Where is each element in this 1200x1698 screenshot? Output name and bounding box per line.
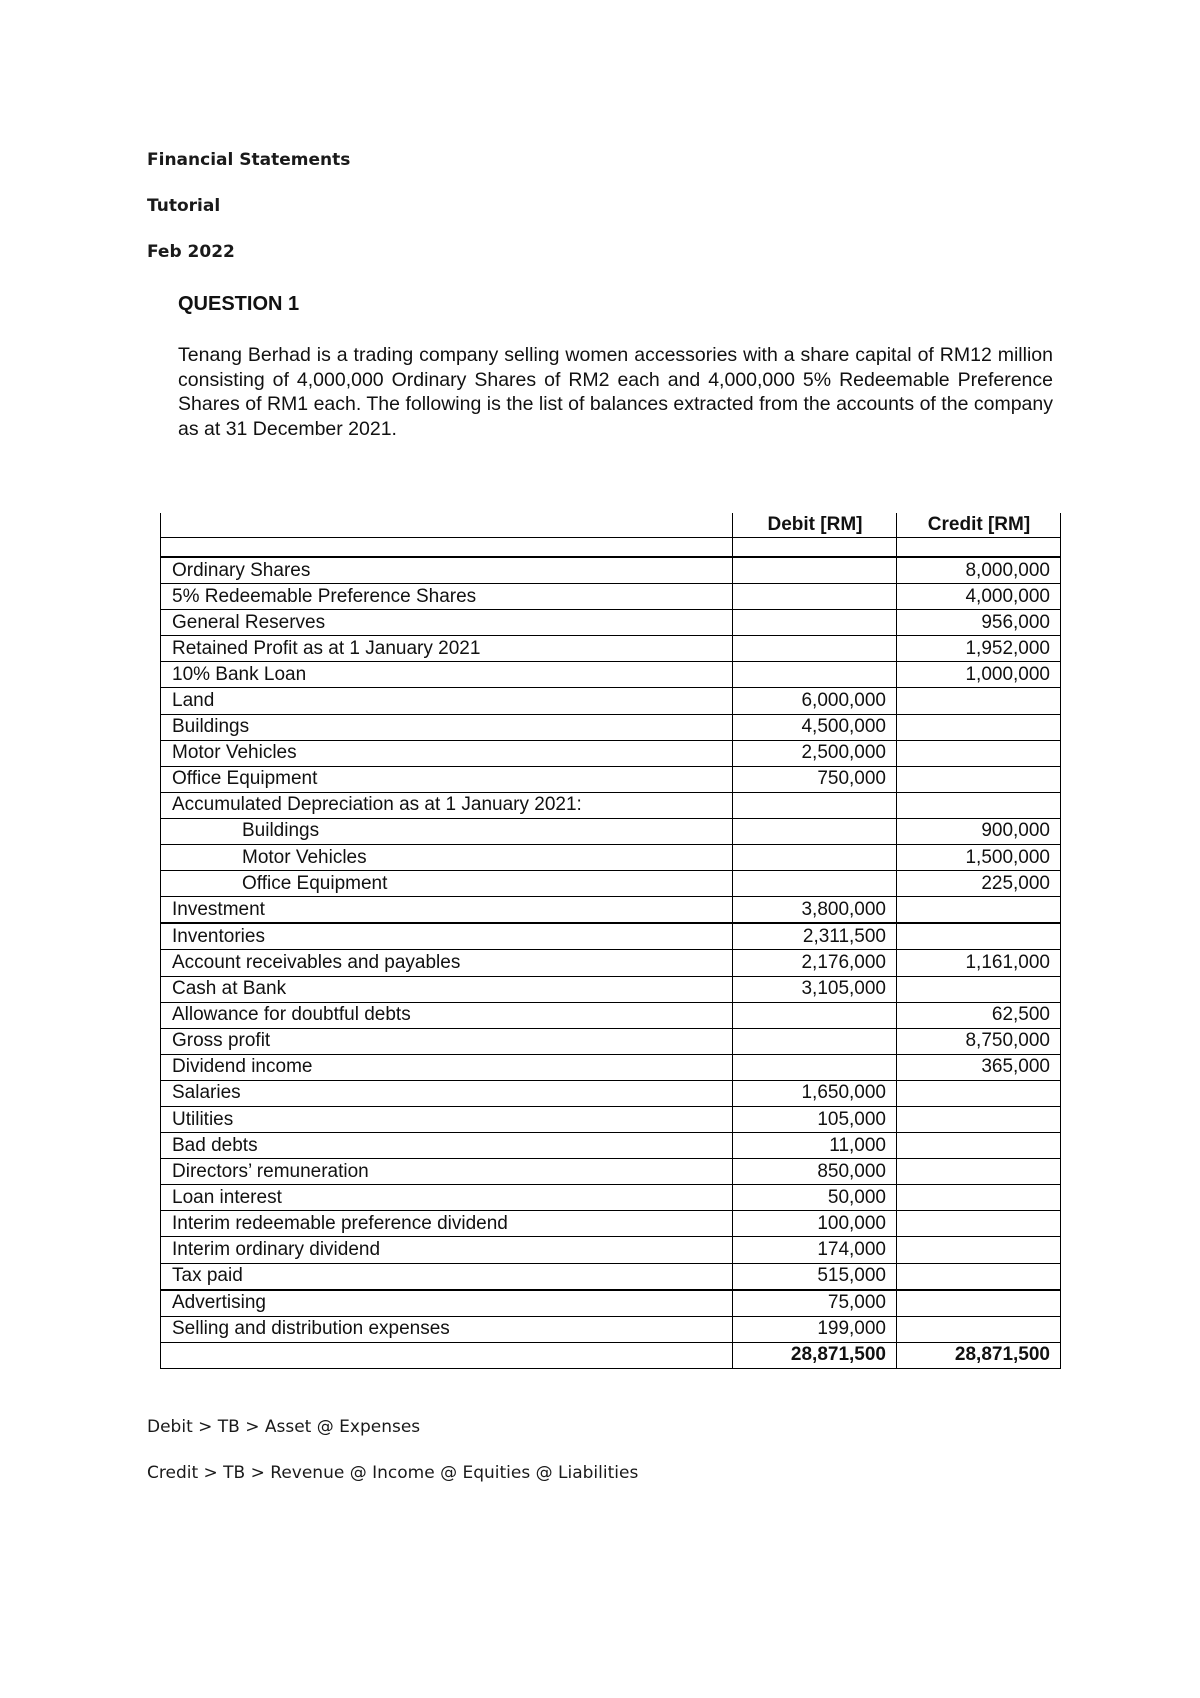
row-label: 5% Redeemable Preference Shares — [161, 584, 733, 610]
credit-value — [897, 897, 1061, 924]
total-debit: 28,871,500 — [733, 1342, 897, 1368]
row-label: Motor Vehicles — [161, 740, 733, 766]
row-label: General Reserves — [161, 610, 733, 636]
debit-value — [733, 845, 897, 871]
debit-rule-note: Debit > TB > Asset @ Expenses — [147, 1417, 421, 1437]
table-row — [161, 1316, 1061, 1342]
debit-value — [733, 792, 897, 818]
debit-value — [733, 1028, 897, 1054]
debit-value: 850,000 — [733, 1159, 897, 1185]
credit-value — [897, 1080, 1061, 1106]
credit-value: 8,750,000 — [897, 1028, 1061, 1054]
credit-value — [897, 740, 1061, 766]
table-row — [161, 1211, 1061, 1237]
credit-value: 365,000 — [897, 1054, 1061, 1080]
credit-value — [897, 1316, 1061, 1342]
debit-value — [733, 818, 897, 844]
total-credit: 28,871,500 — [897, 1342, 1061, 1368]
credit-value — [897, 1133, 1061, 1159]
debit-value: 75,000 — [733, 1290, 897, 1317]
table-row — [161, 1133, 1061, 1159]
credit-value — [897, 714, 1061, 740]
credit-value: 8,000,000 — [897, 557, 1061, 584]
row-label: 10% Bank Loan — [161, 662, 733, 688]
credit-value — [897, 1185, 1061, 1211]
table-row — [161, 714, 1061, 740]
row-label: Tax paid — [161, 1263, 733, 1290]
row-label: Inventories — [161, 923, 733, 950]
debit-value: 2,176,000 — [733, 950, 897, 976]
debit-value: 50,000 — [733, 1185, 897, 1211]
credit-value: 900,000 — [897, 818, 1061, 844]
debit-value — [733, 584, 897, 610]
row-label: Bad debts — [161, 1133, 733, 1159]
credit-value — [897, 1211, 1061, 1237]
row-label: Utilities — [161, 1106, 733, 1132]
spacer-row — [161, 538, 1061, 558]
row-label: Interim ordinary dividend — [161, 1237, 733, 1263]
table-row — [161, 871, 1061, 897]
credit-value: 1,000,000 — [897, 662, 1061, 688]
spacer-cell — [161, 538, 733, 558]
row-label: Allowance for doubtful debts — [161, 1002, 733, 1028]
credit-value: 1,500,000 — [897, 845, 1061, 871]
credit-value — [897, 792, 1061, 818]
table-row — [161, 1002, 1061, 1028]
table-row — [161, 950, 1061, 976]
row-label: Cash at Bank — [161, 976, 733, 1002]
table-row — [161, 636, 1061, 662]
debit-value: 174,000 — [733, 1237, 897, 1263]
debit-value: 199,000 — [733, 1316, 897, 1342]
table-row — [161, 1185, 1061, 1211]
table-row — [161, 557, 1061, 584]
debit-value: 2,500,000 — [733, 740, 897, 766]
table-row — [161, 662, 1061, 688]
doc-title: Financial Statements — [147, 150, 351, 170]
credit-value: 1,161,000 — [897, 950, 1061, 976]
spacer-cell — [733, 538, 897, 558]
table-row — [161, 897, 1061, 924]
debit-value — [733, 662, 897, 688]
debit-value: 11,000 — [733, 1133, 897, 1159]
debit-value: 4,500,000 — [733, 714, 897, 740]
debit-value — [733, 1002, 897, 1028]
table-row — [161, 1159, 1061, 1185]
row-label: Account receivables and payables — [161, 950, 733, 976]
row-label: Office Equipment — [161, 871, 733, 897]
spacer-cell — [897, 538, 1061, 558]
doc-date: Feb 2022 — [147, 242, 235, 262]
credit-value: 4,000,000 — [897, 584, 1061, 610]
table-row — [161, 976, 1061, 1002]
debit-value: 3,800,000 — [733, 897, 897, 924]
table-row — [161, 766, 1061, 792]
credit-value — [897, 1263, 1061, 1290]
table-row — [161, 740, 1061, 766]
table-row — [161, 1054, 1061, 1080]
debit-value: 105,000 — [733, 1106, 897, 1132]
row-label: Investment — [161, 897, 733, 924]
total-label — [161, 1342, 733, 1368]
row-label: Salaries — [161, 1080, 733, 1106]
table-row — [161, 923, 1061, 950]
debit-value: 515,000 — [733, 1263, 897, 1290]
row-label: Land — [161, 688, 733, 714]
debit-value: 6,000,000 — [733, 688, 897, 714]
credit-value: 225,000 — [897, 871, 1061, 897]
row-label: Loan interest — [161, 1185, 733, 1211]
row-label: Ordinary Shares — [161, 557, 733, 584]
table-row — [161, 792, 1061, 818]
credit-value — [897, 1159, 1061, 1185]
credit-value: 1,952,000 — [897, 636, 1061, 662]
trial-balance-table — [160, 513, 1061, 1369]
row-label: Buildings — [161, 714, 733, 740]
debit-value: 3,105,000 — [733, 976, 897, 1002]
debit-value — [733, 871, 897, 897]
credit-value — [897, 976, 1061, 1002]
table-row — [161, 1237, 1061, 1263]
credit-value — [897, 1106, 1061, 1132]
table-row — [161, 610, 1061, 636]
table-row — [161, 1290, 1061, 1317]
header-blank-cell — [161, 513, 733, 538]
row-label: Motor Vehicles — [161, 845, 733, 871]
question-intro: Tenang Berhad is a trading company selling women accessories with a share capital of RM12 million consisting of 4,000,000 Ordinary Shares of RM2 each and 4,000,000 5% Redeemable Preference Shares of RM1 each. The following is the list of balances extracted from the accounts of the company as at 31 December 2021. — [178, 344, 1053, 440]
row-label: Retained Profit as at 1 January 2021 — [161, 636, 733, 662]
doc-subtitle: Tutorial — [147, 196, 221, 216]
credit-value — [897, 766, 1061, 792]
credit-value: 956,000 — [897, 610, 1061, 636]
credit-value — [897, 923, 1061, 950]
table-body — [161, 557, 1061, 1368]
debit-value: 100,000 — [733, 1211, 897, 1237]
debit-value: 1,650,000 — [733, 1080, 897, 1106]
credit-value — [897, 1237, 1061, 1263]
table-row — [161, 688, 1061, 714]
table-row — [161, 1263, 1061, 1290]
table-row — [161, 818, 1061, 844]
debit-value — [733, 1054, 897, 1080]
credit-rule-note: Credit > TB > Revenue @ Income @ Equities @ Liabilities — [147, 1463, 639, 1483]
row-label: Dividend income — [161, 1054, 733, 1080]
credit-value — [897, 1290, 1061, 1317]
row-label: Office Equipment — [161, 766, 733, 792]
debit-column-header: Debit [RM] — [733, 513, 897, 538]
credit-value: 62,500 — [897, 1002, 1061, 1028]
table-row — [161, 584, 1061, 610]
row-label: Interim redeemable preference dividend — [161, 1211, 733, 1237]
table-row — [161, 845, 1061, 871]
debit-value — [733, 610, 897, 636]
debit-value — [733, 636, 897, 662]
table-header-row — [161, 513, 1061, 538]
row-label: Buildings — [161, 818, 733, 844]
debit-value: 750,000 — [733, 766, 897, 792]
debit-value: 2,311,500 — [733, 923, 897, 950]
total-row — [161, 1342, 1061, 1368]
row-label: Gross profit — [161, 1028, 733, 1054]
table-row — [161, 1080, 1061, 1106]
credit-column-header: Credit [RM] — [897, 513, 1061, 538]
table-row — [161, 1106, 1061, 1132]
debit-value — [733, 557, 897, 584]
credit-value — [897, 688, 1061, 714]
question-title: QUESTION 1 — [178, 293, 300, 315]
table-row — [161, 1028, 1061, 1054]
row-label: Accumulated Depreciation as at 1 January 2021: — [161, 792, 733, 818]
row-label: Directors’ remuneration — [161, 1159, 733, 1185]
row-label: Selling and distribution expenses — [161, 1316, 733, 1342]
row-label: Advertising — [161, 1290, 733, 1317]
